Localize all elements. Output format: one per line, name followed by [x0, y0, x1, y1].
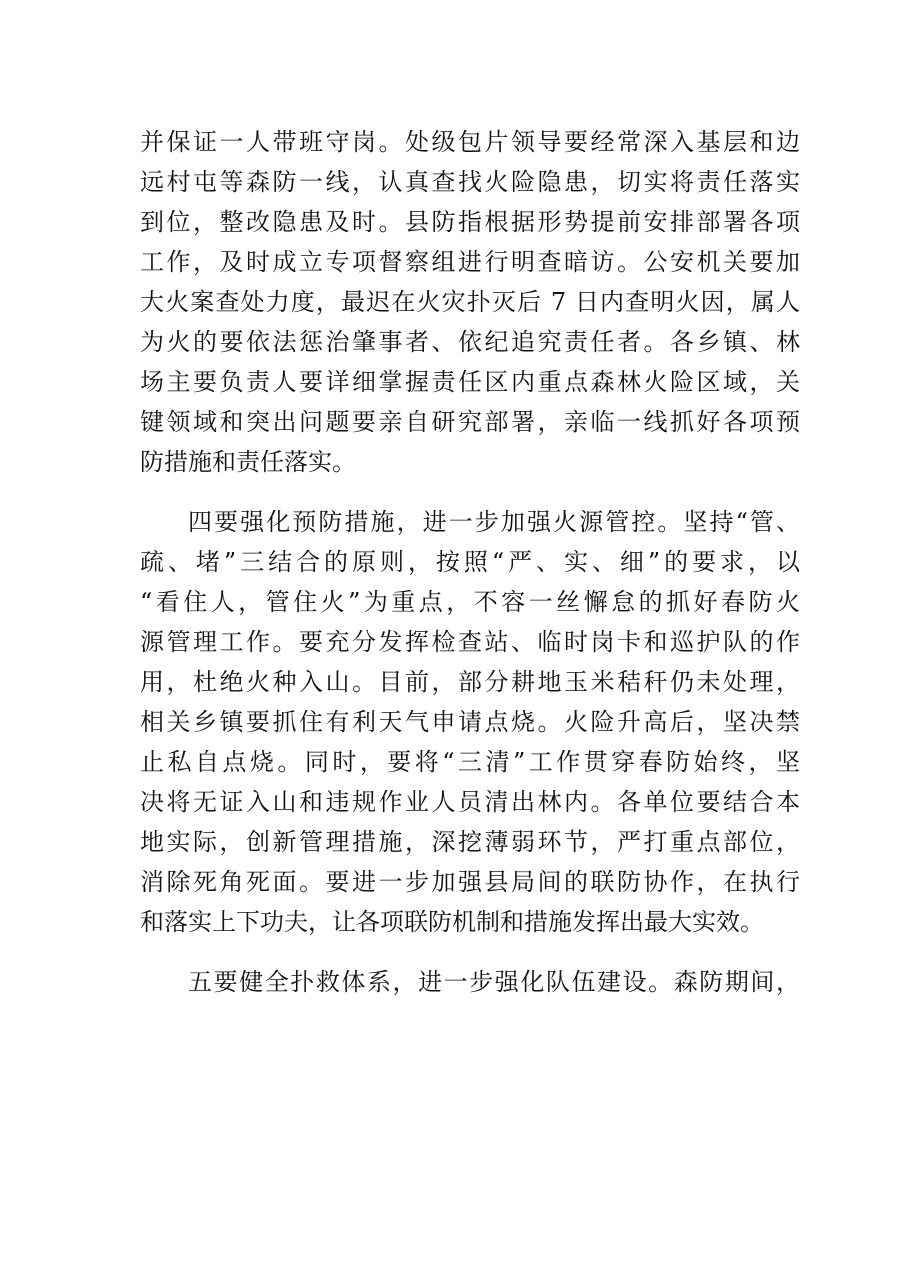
- text-line: 场主要负责人要详细掌握责任区内重点森林火险区域，关: [140, 368, 800, 396]
- paragraph-heading-line: 四要强化预防措施，进一步加强火源管控。坚持“管、: [188, 508, 800, 536]
- text-line: 远村屯等森防一线，认真查找火险隐患，切实将责任落实: [140, 168, 800, 196]
- text-line: 并保证一人带班守岗。处级包片领导要经常深入基层和边: [140, 128, 800, 156]
- text-line: 止私自点烧。同时，要将“三清”工作贯穿春防始终，坚: [140, 748, 800, 776]
- text-line: 相关乡镇要抓住有利天气申请点烧。火险升高后，坚决禁: [140, 708, 800, 736]
- text-line: 消除死角死面。要进一步加强县局间的联防协作，在执行: [140, 868, 800, 896]
- text-line: 大火案查处力度，最迟在火灾扑灭后 7 日内查明火因，属人: [140, 288, 800, 316]
- text-line: 键领域和突出问题要亲自研究部署，亲临一线抓好各项预: [140, 408, 800, 436]
- text-line: 决将无证入山和违规作业人员清出林内。各单位要结合本: [140, 788, 800, 816]
- text-line: 用，杜绝火种入山。目前，部分耕地玉米秸秆仍未处理，: [140, 668, 800, 696]
- text-line: 源管理工作。要充分发挥检查站、临时岗卡和巡护队的作: [140, 628, 800, 656]
- text-line: 地实际，创新管理措施，深挖薄弱环节，严打重点部位，: [140, 828, 800, 856]
- text-line: 防措施和责任落实。: [140, 448, 356, 476]
- paragraph-heading-line: 五要健全扑救体系，进一步强化队伍建设。森防期间，: [188, 968, 800, 996]
- text-line: 到位，整改隐患及时。县防指根据形势提前安排部署各项: [140, 208, 800, 236]
- text-line: 疏、堵”三结合的原则，按照“严、实、细”的要求，以: [140, 548, 800, 576]
- text-line: 为火的要依法惩治肇事者、依纪追究责任者。各乡镇、林: [140, 328, 800, 356]
- text-line: 和落实上下功夫，让各项联防机制和措施发挥出最大实效。: [140, 908, 764, 936]
- text-line: 工作，及时成立专项督察组进行明查暗访。公安机关要加: [140, 248, 800, 276]
- text-line: “看住人，管住火”为重点，不容一丝懈怠的抓好春防火: [140, 588, 800, 616]
